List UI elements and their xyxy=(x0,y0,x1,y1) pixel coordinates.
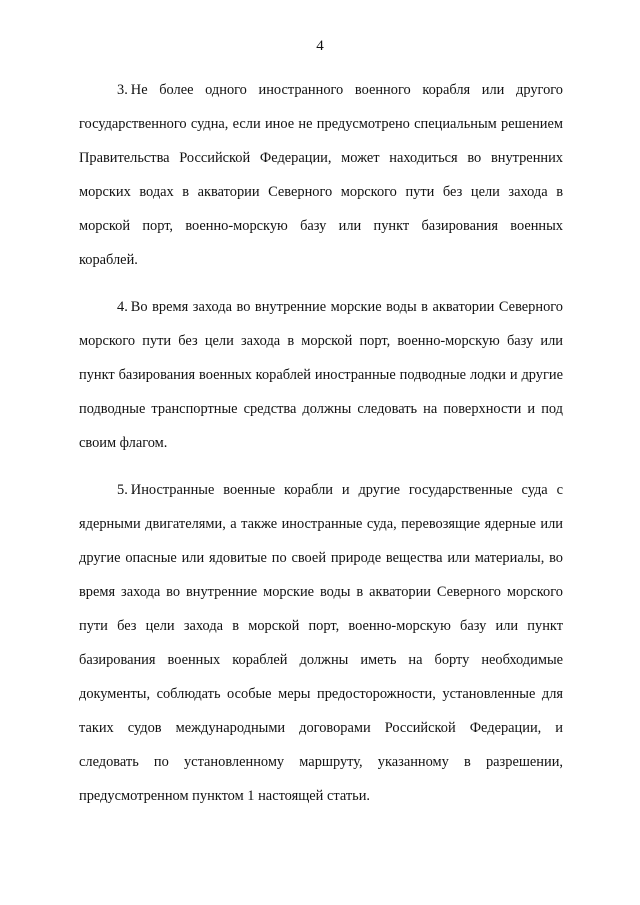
paragraph-number: 3. xyxy=(117,82,128,98)
paragraph-4 xyxy=(79,290,563,460)
paragraph-5 xyxy=(79,473,563,813)
paragraph-text: Иностранные военные корабли и другие государственные суда с ядерными двигателями, а также иностранные суда, перевозящие ядерные или другие опасные или ядовитые по своей природе вещества или материалы, во время захода во внутренние морские воды в акватории Северного морского пути без цели захода в морской порт, военно-морскую базу или пункт базирования военных кораблей должны иметь на борту необходимые документы, соблюдать особые меры предосторожности, установленные для таких судов международными договорами Российской Федерации, и следовать по установленному маршруту, указанному в разрешении, предусмотренном пунктом 1 настоящей статьи. xyxy=(79,482,563,804)
paragraph-number: 4. xyxy=(117,299,128,315)
paragraph-text: Не более одного иностранного военного корабля или другого государственного судна, если иное не предусмотрено специальным решением Правительства Российской Федерации, может находиться во внутренних морских водах в акватории Северного морского пути без цели захода в морской порт, военно-морскую базу или пункт базирования военных кораблей. xyxy=(79,82,563,268)
paragraph-3 xyxy=(79,73,563,277)
document-body xyxy=(79,73,563,826)
paragraph-number: 5. xyxy=(117,482,128,498)
paragraph-text: Во время захода во внутренние морские воды в акватории Северного морского пути без цели захода в морской порт, военно-морскую базу или пункт базирования военных кораблей иностранные подводные лодки и другие подводные транспортные средства должны следовать на поверхности и под своим флагом. xyxy=(79,299,563,451)
page-number: 4 xyxy=(316,38,324,54)
